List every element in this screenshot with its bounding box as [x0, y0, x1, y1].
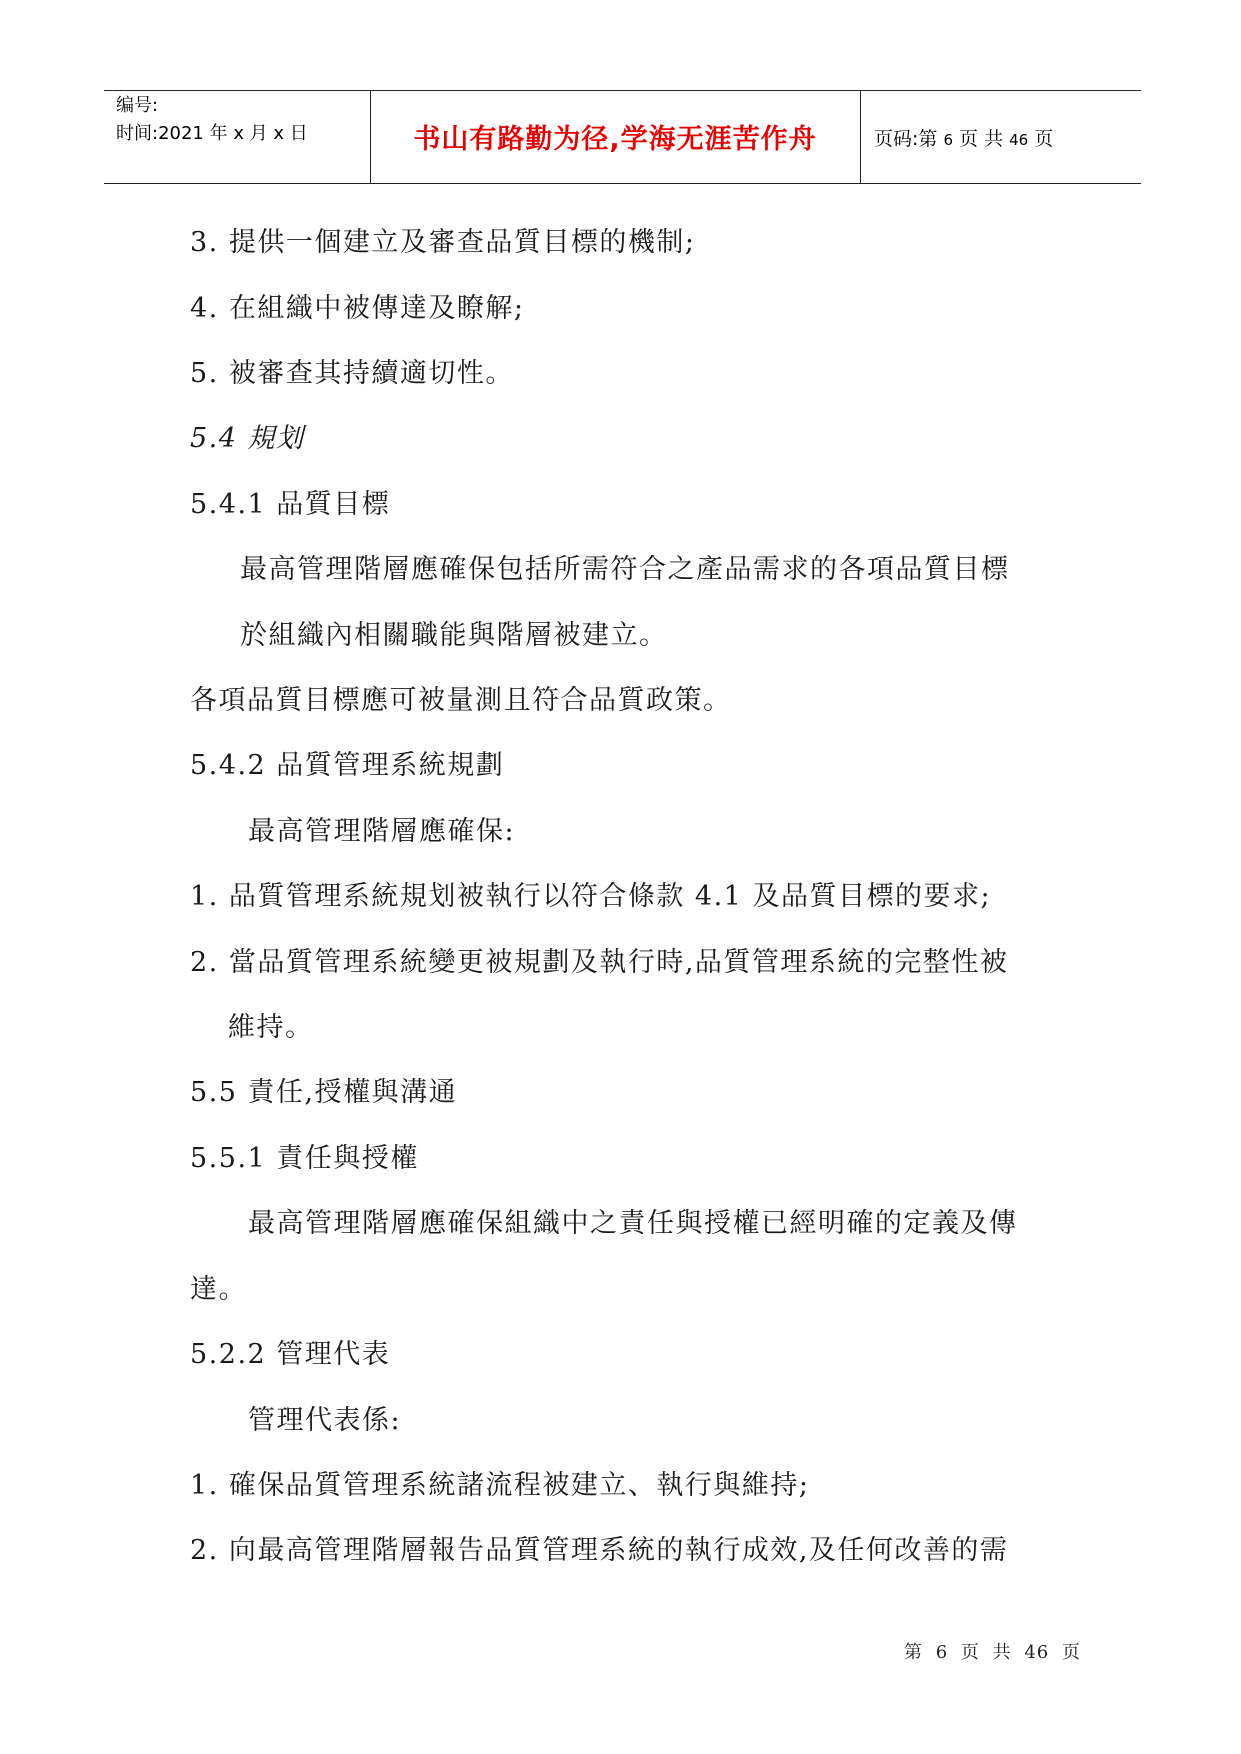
number-label: 编号:: [116, 95, 159, 116]
body-line: 於組織內相關職能與階層被建立。: [240, 620, 668, 651]
page-footer: 第 6 页 共 46 页: [904, 1642, 1081, 1663]
section-heading: 5.4 規划: [190, 423, 305, 454]
body-line: 2. 當品質管理系統變更被規劃及執行時,品質管理系統的完整性被: [190, 947, 1009, 978]
body-line: 1. 品質管理系統規划被執行以符合條款 4.1 及品質目標的要求;: [190, 881, 992, 912]
body-line: 管理代表係:: [248, 1405, 402, 1436]
header-divider-right: [860, 90, 861, 183]
body-line: 最高管理階層應確保組織中之責任與授權已經明確的定義及傳: [248, 1208, 1018, 1239]
body-line: 最高管理階層應確保包括所需符合之產品需求的各項品質目標: [240, 554, 1010, 585]
section-heading: 5.2.2 管理代表: [190, 1339, 391, 1370]
section-heading: 5.4.2 品質管理系統規劃: [190, 750, 505, 781]
header-bottom-rule: [104, 183, 1141, 184]
body-line: 維持。: [228, 1012, 314, 1043]
body-line: 2. 向最高管理階層報告品質管理系統的執行成效,及任何改善的需: [190, 1535, 1009, 1566]
page-mid: 页 共: [959, 128, 1004, 150]
page-total: 46: [1009, 131, 1029, 149]
body-line: 達。: [190, 1274, 247, 1305]
body-line: 各項品質目標應可被量測且符合品質政策。: [190, 685, 732, 716]
body-line: 5. 被審查其持續適切性。: [190, 358, 514, 389]
page-number: 6: [943, 131, 953, 149]
body-line: 最高管理階層應確保:: [248, 816, 516, 847]
section-heading: 5.5 責任,授權與溝通: [190, 1077, 458, 1108]
header-page-info: [874, 124, 1053, 151]
body-line: 4. 在組織中被傳達及瞭解;: [190, 293, 525, 324]
section-heading: 5.4.1 品質目標: [190, 489, 391, 520]
body-line: 3. 提供一個建立及審查品質目標的機制;: [190, 227, 696, 258]
body-line: 1. 確保品質管理系統諸流程被建立、執行與維持;: [190, 1470, 810, 1501]
page-suffix: 页: [1034, 128, 1054, 150]
header-top-rule: [104, 90, 1141, 91]
header-meta: [116, 92, 308, 148]
time-line: 时间:2021 年 x 月 x 日: [116, 123, 308, 144]
section-heading: 5.5.1 責任與授權: [190, 1143, 419, 1174]
page-prefix: 页码:第: [874, 128, 938, 150]
header-motto: 书山有路勤为径,学海无涯苦作舟: [413, 124, 817, 155]
